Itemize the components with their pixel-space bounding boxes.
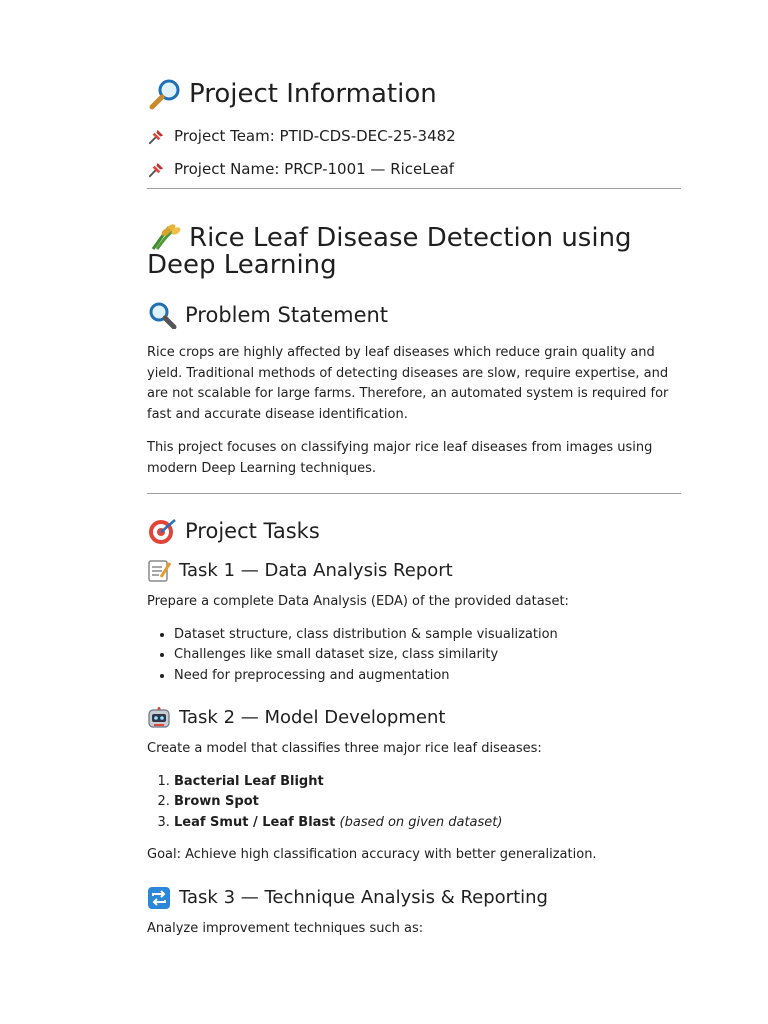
task2-heading xyxy=(147,706,681,730)
task2-heading-text: Task 2 — Model Development xyxy=(179,707,446,728)
project-team-line xyxy=(147,126,681,146)
sheaf-of-rice-icon xyxy=(147,221,183,251)
direct-hit-target-icon xyxy=(147,517,179,545)
task3-intro: Analyze improvement techniques such as: xyxy=(147,920,424,936)
disease-name: Brown Spot xyxy=(174,794,259,809)
problem-paragraph-2: This project focuses on classifying major rice leaf diseases from images using modern Deep Learning techniques. xyxy=(147,440,653,476)
list-item: • Need for preprocessing and augmentation xyxy=(174,666,681,687)
section-divider xyxy=(147,188,681,189)
list-item: • Dataset structure, class distribution & sample visualization xyxy=(174,625,681,646)
list-item xyxy=(174,813,681,834)
problem-paragraph-1: Rice crops are highly affected by leaf diseases which reduce grain quality and yield. Traditional methods of detecting diseases are slow, require expertise, and are not scalable for large farms. Therefore, an automated system is required for fast and accurate disease identification. xyxy=(147,345,669,422)
document-page xyxy=(147,0,681,939)
magnifier-tilted-left-icon xyxy=(147,301,179,329)
problem-statement-heading xyxy=(147,301,681,329)
main-title-text: Rice Leaf Disease Detection using Deep Learning xyxy=(147,223,632,280)
project-team-text: Project Team: PTID-CDS-DEC-25-3482 xyxy=(174,127,456,145)
disease-note: (based on given dataset) xyxy=(339,814,503,830)
disease-name: Bacterial Leaf Blight xyxy=(174,773,324,789)
list-item: • Challenges like small dataset size, class similarity xyxy=(174,645,681,666)
list-item xyxy=(174,792,681,813)
robot-icon xyxy=(147,706,173,730)
task2-goal: Goal: Achieve high classification accuracy with better generalization. xyxy=(147,847,597,862)
project-info-heading xyxy=(147,78,681,110)
project-name-line xyxy=(147,159,681,179)
project-tasks-heading xyxy=(147,517,681,545)
task3-heading-text: Task 3 — Technique Analysis & Reporting xyxy=(179,886,548,908)
disease-name: Leaf Smut / Leaf Blast xyxy=(174,814,336,830)
magnifier-tilted-right-icon xyxy=(147,78,183,110)
repeat-arrows-icon xyxy=(147,886,173,910)
memo-icon xyxy=(147,559,173,583)
project-tasks-heading-text: Project Tasks xyxy=(185,519,320,543)
task1-heading xyxy=(147,559,681,583)
list-item xyxy=(174,772,681,793)
task3-heading xyxy=(147,886,681,910)
task2-intro: Create a model that classifies three major rice leaf diseases: xyxy=(147,741,542,756)
project-name-text: Project Name: PRCP-1001 — RiceLeaf xyxy=(174,160,455,178)
problem-statement-heading-text: Problem Statement xyxy=(185,303,389,327)
task1-list xyxy=(147,625,681,687)
task2-disease-list xyxy=(147,772,681,834)
pushpin-icon xyxy=(147,160,166,179)
task1-heading-text: Task 1 — Data Analysis Report xyxy=(179,560,453,581)
pushpin-icon xyxy=(147,127,166,146)
task1-intro: Prepare a complete Data Analysis (EDA) of the provided dataset: xyxy=(147,594,569,609)
project-info-heading-text: Project Information xyxy=(189,79,437,109)
main-title xyxy=(147,221,681,279)
